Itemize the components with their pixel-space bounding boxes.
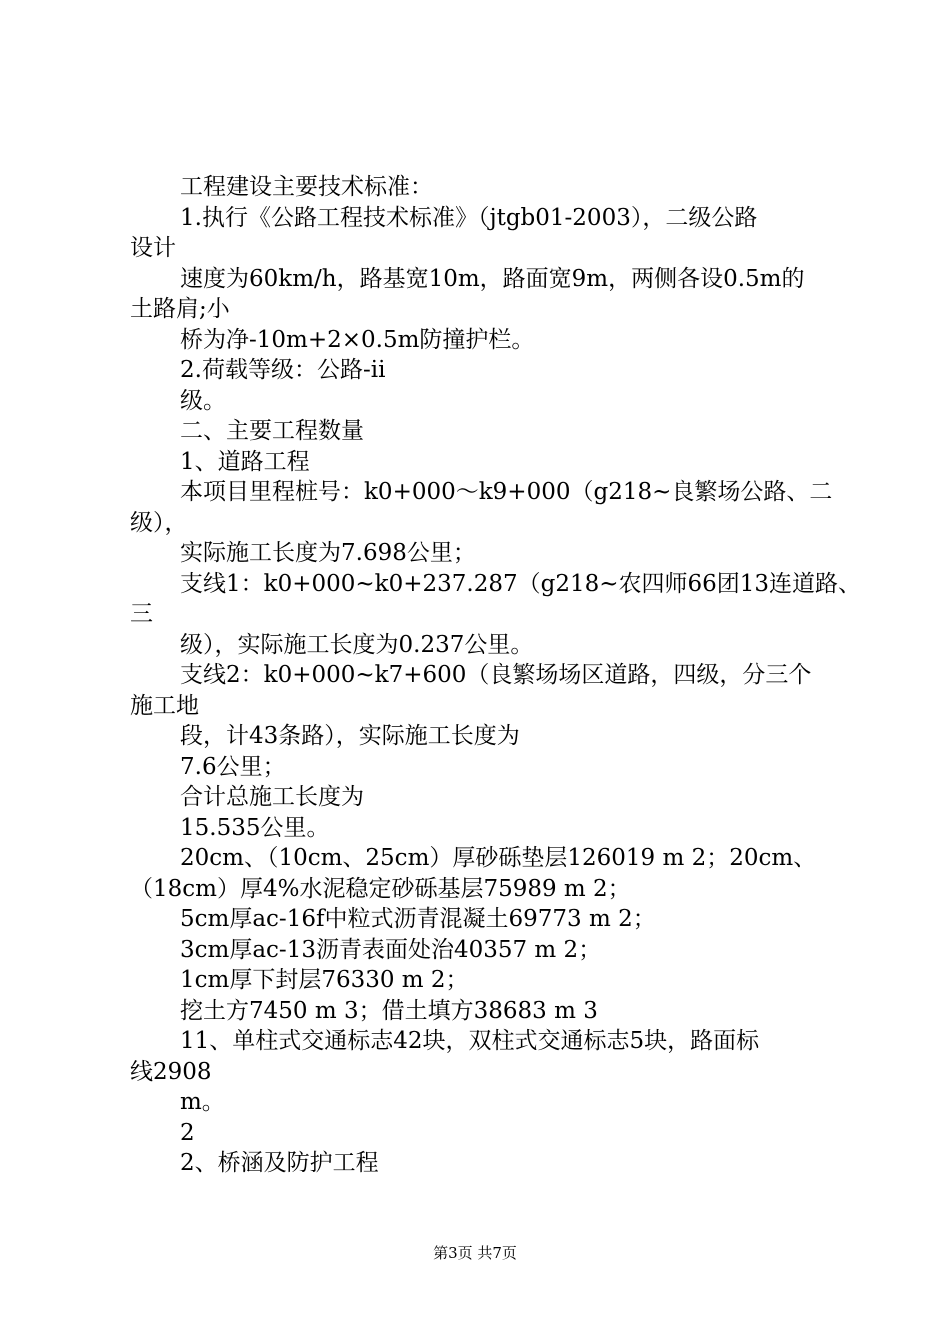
- paragraph-line: 11、单柱式交通标志42块，双柱式交通标志5块，路面标: [180, 1028, 760, 1054]
- paragraph-line: 1.执行《公路工程技术标准》（jtgb01-2003），二级公路: [180, 204, 758, 231]
- paragraph-line: 5cm厚ac-16f中粒式沥青混凝土69773 m 2；: [180, 906, 656, 932]
- paragraph-line: 7.6公里；: [180, 753, 286, 780]
- paragraph-line: 支线1：k0+000~k0+237.287（g218~农四师66团13连道路、: [180, 570, 862, 597]
- page-number-label: 第3页 共7页: [433, 1244, 517, 1262]
- subsection-heading-bridges: 2、桥涵及防护工程: [180, 1150, 379, 1176]
- paragraph-line: m。: [180, 1089, 225, 1115]
- paragraph-line: 速度为60km/h，路基宽10m，路面宽9m，两侧各设0.5m的: [180, 265, 805, 292]
- paragraph-line-wrap: 施工地: [130, 692, 199, 719]
- paragraph-line-wrap: 三: [130, 601, 153, 627]
- paragraph-line: 本项目里程桩号：k0+000～k9+000（g218~良繁场公路、二: [180, 479, 833, 505]
- paragraph-line: 2.荷载等级：公路-ii: [180, 357, 386, 383]
- paragraph-line: 合计总施工长度为: [180, 784, 364, 810]
- heading-tech-standards: 工程建设主要技术标准：: [180, 174, 433, 200]
- paragraph-line: 15.535公里。: [180, 814, 330, 841]
- paragraph-line: 挖土方7450 m 3；借土填方38683 m 3: [180, 997, 598, 1024]
- subsection-heading-road: 1、道路工程: [180, 448, 310, 475]
- paragraph-line-wrap: 设计: [130, 235, 176, 261]
- paragraph-line: 段，计43条路），实际施工长度为: [180, 723, 520, 749]
- document-body: [130, 172, 862, 1179]
- paragraph-line: 2: [180, 1119, 195, 1146]
- paragraph-line: 20cm、（10cm、25cm）厚砂砾垫层126019 m 2；20cm、: [180, 845, 817, 871]
- paragraph-line: 桥为净-10m+2×0.5m防撞护栏。: [180, 326, 535, 353]
- page-footer: [0, 1243, 950, 1263]
- paragraph-line: 级），实际施工长度为0.237公里。: [180, 631, 534, 658]
- section-heading-quantities: 二、主要工程数量: [180, 418, 364, 444]
- paragraph-line: 1cm厚下封层76330 m 2；: [180, 967, 469, 993]
- paragraph-line-wrap: （18cm）厚4%水泥稳定砂砾基层75989 m 2；: [130, 875, 631, 902]
- paragraph-line-wrap: 线2908: [130, 1058, 212, 1085]
- paragraph-line: 支线2：k0+000~k7+600（良繁场场区道路，四级，分三个: [180, 662, 812, 688]
- paragraph-line: 级。: [180, 387, 226, 414]
- paragraph-line-wrap: 土路肩;小: [130, 296, 230, 322]
- paragraph-line: 实际施工长度为7.698公里；: [180, 540, 476, 566]
- paragraph-line: 3cm厚ac-13沥青表面处治40357 m 2；: [180, 936, 602, 963]
- paragraph-line-wrap: 级），: [130, 509, 188, 536]
